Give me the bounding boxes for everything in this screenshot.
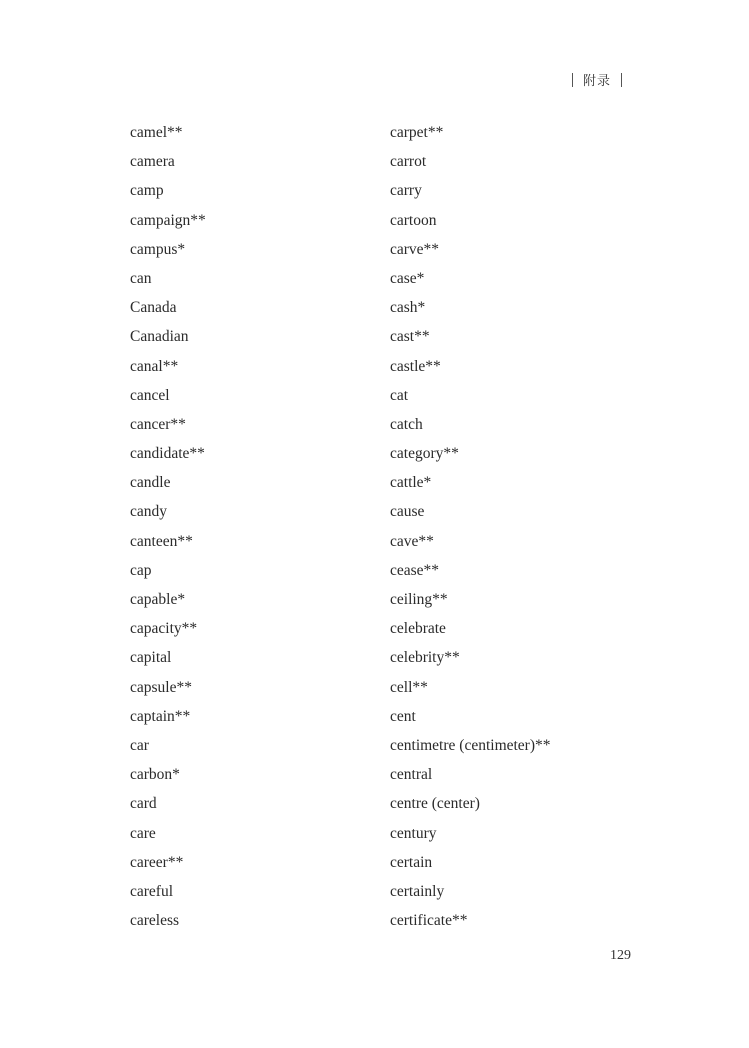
page-number: 129 xyxy=(610,948,631,963)
word-entry: Canada xyxy=(130,299,177,317)
word-entry: century xyxy=(390,824,437,842)
word-entry: case* xyxy=(390,269,425,287)
word-entry: cattle* xyxy=(390,474,432,492)
section-title: 附录 xyxy=(582,74,611,89)
word-entry: career** xyxy=(130,853,184,871)
word-entry: centre (center) xyxy=(390,795,480,813)
word-entry: celebrity** xyxy=(390,649,460,667)
running-header xyxy=(562,70,632,89)
word-entry: camp xyxy=(130,182,164,200)
word-entry: castle** xyxy=(390,357,441,375)
word-entry: canteen** xyxy=(130,532,193,550)
word-entry: celebrate xyxy=(390,620,446,638)
word-entry: card xyxy=(130,795,157,813)
word-entry: captain** xyxy=(130,707,191,725)
word-entry: careless xyxy=(130,912,180,930)
word-entry: car xyxy=(130,736,149,754)
word-entry: carbon* xyxy=(130,766,180,784)
word-entry: catch xyxy=(390,415,423,433)
header-divider-right xyxy=(621,73,622,87)
word-entry: care xyxy=(130,824,156,842)
word-list-right-column xyxy=(390,118,551,935)
word-entry: cease** xyxy=(390,561,440,579)
word-entry: capacity** xyxy=(130,620,198,638)
word-entry: candidate** xyxy=(130,445,205,463)
word-entry: cancer** xyxy=(130,415,186,433)
header-divider-left xyxy=(572,73,573,87)
word-entry: category** xyxy=(390,445,459,463)
word-entry: canal** xyxy=(130,357,179,375)
word-entry: carrot xyxy=(390,153,427,171)
word-entry: carry xyxy=(390,182,422,200)
word-entry: cause xyxy=(390,503,425,521)
word-entry: ceiling** xyxy=(390,591,448,608)
word-entry: certainly xyxy=(390,882,445,900)
word-entry: central xyxy=(390,766,433,784)
word-entry: cap xyxy=(130,561,152,579)
word-list-left-column xyxy=(130,118,206,935)
word-entry: cat xyxy=(390,386,409,404)
word-entry: carpet** xyxy=(390,124,444,141)
word-entry: can xyxy=(130,269,152,287)
word-entry: cave** xyxy=(390,532,434,550)
word-entry: candle xyxy=(130,474,171,492)
word-entry: cash* xyxy=(390,299,426,317)
word-entry: Canadian xyxy=(130,328,189,346)
word-entry: cancel xyxy=(130,386,170,404)
word-entry: capable* xyxy=(130,591,186,608)
word-entry: cent xyxy=(390,707,416,725)
word-entry: certificate** xyxy=(390,912,468,930)
word-entry: capital xyxy=(130,649,172,667)
word-entry: cast** xyxy=(390,328,430,346)
word-entry: centimetre (centimeter)** xyxy=(390,736,551,754)
word-entry: cell** xyxy=(390,678,428,696)
word-entry: candy xyxy=(130,503,168,521)
word-entry: capsule** xyxy=(130,678,192,696)
word-entry: campus* xyxy=(130,240,186,258)
word-entry: certain xyxy=(390,853,433,871)
word-entry: careful xyxy=(130,882,174,900)
word-entry: campaign** xyxy=(130,211,206,229)
word-entry: camera xyxy=(130,153,175,171)
word-entry: carve** xyxy=(390,240,440,258)
word-entry: camel** xyxy=(130,124,183,141)
word-entry: cartoon xyxy=(390,211,437,229)
